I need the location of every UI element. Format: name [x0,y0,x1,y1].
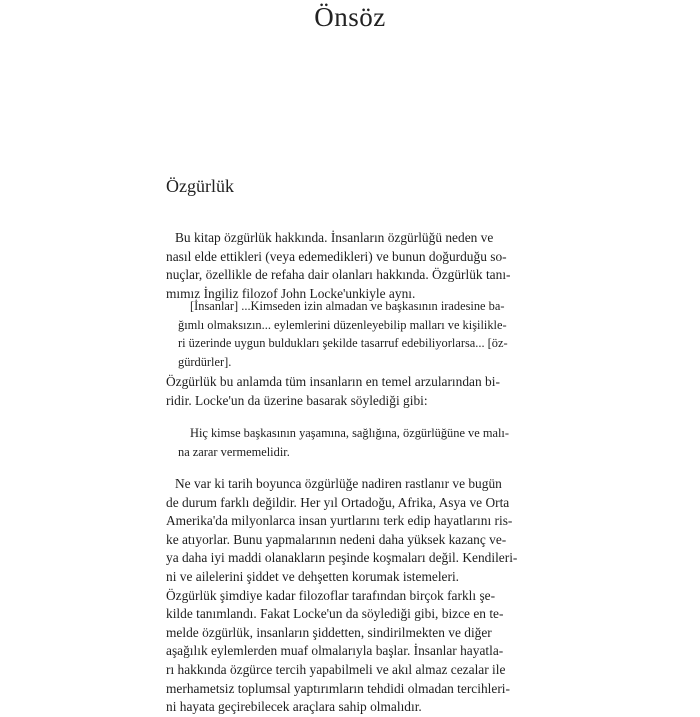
text-line: Bu kitap özgürlük hakkında. İnsanların özgürlüğü neden ve [175,230,494,245]
text-line: ridir. Locke'un da üzerine basarak söylediği gibi: [166,392,428,408]
paragraph-history [166,475,540,717]
text-line: merhametsiz toplumsal yaptırımların tehdidi olmadan tercihleri- [166,680,510,696]
chapter-title: Önsöz [314,2,386,32]
quote-locke-1 [178,297,540,371]
text-line: nasıl elde ettikleri (veya edemedikleri) ve bunun doğurduğu so- [166,248,507,264]
text-line: Özgürlük şimdiye kadar filozoflar tarafından birçok farklı şe- [166,587,496,603]
text-line: aşağılık eylemlerden muaf olmalarıyla başlar. İnsanlar hayatla- [166,643,504,659]
text-line: melde özgürlük, insanların şiddetten, sindirilmekten ve diğer [166,624,492,640]
quote-locke-2 [178,424,540,461]
text-line: kilde tanımlandı. Fakat Locke'un da söylediği gibi, bizce en te- [166,606,504,622]
text-line: Amerika'da milyonlarca insan yurtlarını terk edip hayatlarını ris- [166,513,513,529]
section-heading: Özgürlük [166,176,234,196]
quote-line: na zarar vermemelidir. [178,444,290,459]
text-line: Ne var ki tarih boyunca özgürlüğe nadiren rastlanır ve bugün [175,476,502,491]
quote-line: ğımlı olmaksızın... eylemlerini düzenleyebilip malları ve kişilikle- [178,317,507,332]
quote-line: gürdürler]. [178,354,232,369]
text-line: ni ve ailelerini şiddet ve dehşetten korumak istemeleri. [166,568,460,584]
quote-line: Hiç kimse başkasının yaşamına, sağlığına, özgürlüğüne ve malı- [190,426,509,440]
text-line: ni hayata geçirebilecek araçlara sahip olmalıdır. [166,699,422,715]
text-line: ya daha iyi maddi olanakların peşinde koşmaları değil. Kendileri- [166,550,518,566]
text-line: Özgürlük bu anlamda tüm insanların en temel arzularından bi- [166,374,500,389]
text-line: mımız İngiliz filozof John Locke'unkiyle aynı. [166,285,416,301]
text-line: de durum farklı değildir. Her yıl Ortadoğu, Afrika, Asya ve Orta [166,494,510,510]
quote-line: [İnsanlar] ...Kimseden izin almadan ve başkasının iradesine ba- [190,299,505,313]
paragraph-desire [166,373,540,410]
text-line: nuçlar, özellikle de refaha dair olanları hakkında. Özgürlük tanı- [166,267,511,283]
text-line: ke atıyorlar. Bunu yapmalarının nedeni daha yüksek kazanç ve- [166,531,507,547]
text-line: rı hakkında özgürce tercih yapabilmeli ve akıl almaz cezalar ile [166,661,506,677]
paragraph-intro [166,229,540,303]
quote-line: ri üzerinde uygun buldukları şekilde tasarruf edebiliyorlarsa... [öz- [178,336,508,351]
